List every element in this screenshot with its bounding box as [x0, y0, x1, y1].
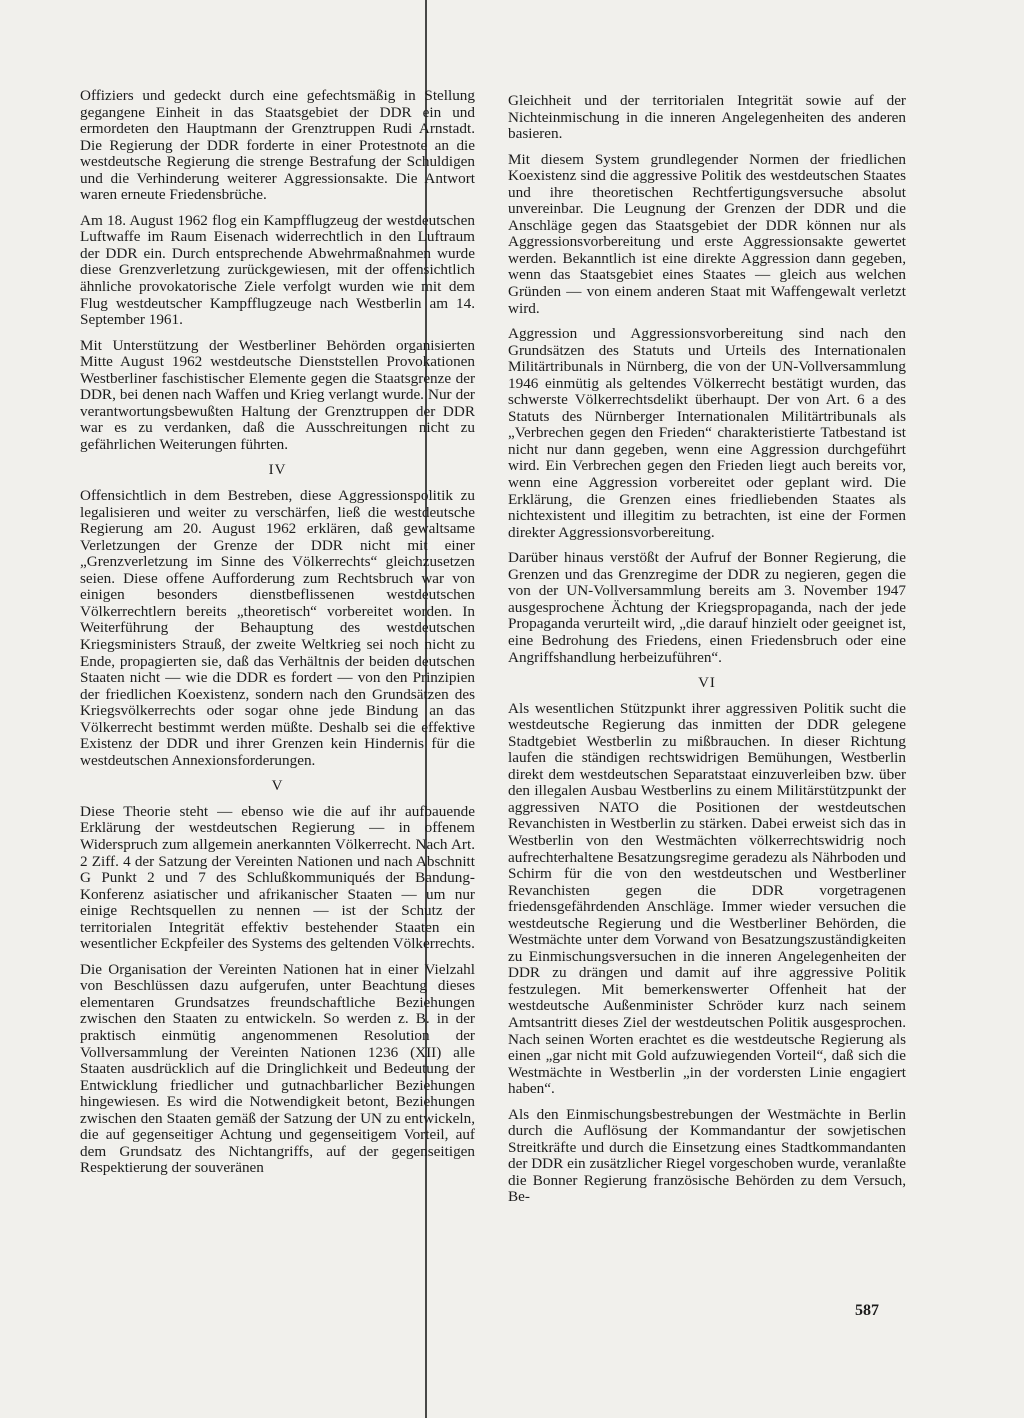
paragraph: Die Organisation der Vereinten Nationen hat in einer Vielzahl von Beschlüssen dazu aufgerufen, unter Beachtung dieses elementaren Grundsatzes freundschaftliche Beziehungen zwischen den Staaten zu entwickeln. So werden z. B. in der praktisch einmütig angenommenen Resolution der Vollversammlung der Vereinten Nationen 1236 (XII) alle Staaten ausdrücklich auf die Dringlichkeit und Bedeutung der Entwicklung friedlicher und gutnachbarlicher Beziehungen hingewiesen. Es wird die Notwendigkeit betont, Beziehungen zwischen den Staaten gemäß der Satzung der UN zu entwickeln, die auf gegenseitiger Achtung und gegenseitigem Vorteil, auf dem Grundsatz des Nichtangriffs, auf der gegenseitigen Respektierung der souveränen: [80, 960, 475, 1177]
paragraph: Mit Unterstützung der Westberliner Behörden organisierten Mitte August 1962 westdeutsche Dienststellen Provokationen Westberliner faschistischer Elemente gegen die Staatsgrenze der DDR, bei denen nach Waffen und Krieg verlangt wurde. Nur der verantwortungsbewußten Haltung der Grenztruppen der DDR war es zu verdanken, daß die Ausschreitungen nicht zu gefährlichen Weiterungen führten.: [80, 336, 475, 453]
section-heading-vi: VI: [698, 675, 716, 692]
paragraph: Als wesentlichen Stützpunkt ihrer aggressiven Politik sucht die westdeutsche Regierung das inmitten der DDR gelegene Stadtgebiet Westberlin zu mißbrauchen. In dieser Richtung laufen die ständigen rechtswidrigen Bemühungen, Westberlin direkt dem westdeutschen Separatstaat einzuverleiben bzw. über den illegalen Ausbau Westberlins zu einem Militärstützpunkt der aggressiven NATO die Positionen der westdeutschen Revanchisten in Westberlin zu stärken. Dabei erweist sich das in Westberlin von den Westmächten völkerrechtswidrig noch aufrechterhaltene Besatzungsregime geradezu als Nährboden und Schirm für die von den westdeutschen und Westberliner Revanchisten gegen die DDR vorgetragenen friedensgefährdenden Anschläge. Immer wieder versuchen die westdeutsche Regierung und die Westberliner Behörden, die Westmächte unter dem Vorwand von Besatzungszuständigkeiten zu Einmischungsversuchen in die inneren Angelegenheiten der DDR zu drängen und damit auf ihre aggressive Politik festzulegen. Mit bemerkenswerter Offenheit hat der westdeutsche Außenminister Schröder kurz nach seinem Amtsantritt dieses Ziel der westdeutschen Politik ausgesprochen. Nach seinen Worten erachtet es die westdeutsche Regierung als einen „gar nicht mit Gold aufzuwiegenden Vorteil“, daß sich die Westmächte in Westberlin „in der vordersten Linie engagiert haben“.: [508, 699, 906, 1098]
page-number: 587: [855, 1302, 879, 1319]
paragraph: Offiziers und gedeckt durch eine gefechtsmäßig in Stellung gegangene Einheit in das Staatsgebiet der DDR ein und ermordeten den Hauptmann der Grenztruppen Rudi Arnstadt. Die Regierung der DDR forderte in einer Protestnote an die westdeutsche Regierung die strenge Bestrafung der Schuldigen und die Verhinderung weiterer Aggressionsakte. Die Antwort waren erneute Friedensbrüche.: [80, 87, 475, 204]
paragraph: Mit diesem System grundlegender Normen der friedlichen Koexistenz sind die aggressive Politik des westdeutschen Staates und ihre theoretischen Rechtfertigungsversuche absolut unvereinbar. Die Leugnung der Grenzen der DDR und die Anschläge gegen das Staatsgebiet der DDR können nur als Aggressionsvorbereitung und erste Aggressionsakte gewertet werden. Bekanntlich ist eine direkte Aggression dann gegeben, wenn das Staatsgebiet eines Staates — gleich aus welchen Gründen — von einem anderen Staat mit Waffengewalt verletzt wird.: [508, 150, 906, 317]
paragraph: Aggression und Aggressionsvorbereitung sind nach den Grundsätzen des Statuts und Urteils des Internationalen Militärtribunals in Nürnberg, die von der UN-Vollversammlung 1946 einmütig als geltendes Völkerrecht bestätigt wurden, das schwerste Völkerrechtsdelikt überhaupt. Der von Art. 6 a des Statuts des Nürnberger Internationalen Militärtribunals als „Verbrechen gegen den Frieden“ charakteristierte Tatbestand ist nicht nur dann gegeben, wenn eine Aggression durchgeführt wird. Ein Verbrechen gegen den Frieden liegt auch bereits vor, wenn eine Aggression vorbereitet oder geplant wird. Die Erklärung, die Grenzen eines friedliebenden Staates als nichtexistent und illegitim zu betrachten, ist eine der Formen direkter Aggressionsvorbereitung.: [508, 325, 906, 541]
section-heading-iv: IV: [268, 462, 287, 479]
left-column: [80, 88, 475, 1186]
section-heading-v: V: [271, 778, 284, 795]
paragraph: Gleichheit und der territorialen Integrität sowie auf der Nichteinmischung in die inneren Angelegenheiten des anderen basieren.: [508, 92, 906, 143]
paragraph: Als den Einmischungsbestrebungen der Westmächte in Berlin durch die Auflösung der Kommandantur der sowjetischen Streitkräfte und durch die Einsetzung eines Stadtkommandanten der DDR ein zusätzlicher Riegel vorgeschoben wurde, veranlaßte die Bonner Regierung französische Behörden zu dem Versuch, Be-: [508, 1105, 906, 1206]
right-column: [508, 93, 906, 1215]
paragraph: Diese Theorie steht — ebenso wie die auf ihr aufbauende Erklärung der westdeutschen Regierung — in offenem Widerspruch zum allgemein anerkannten Völkerrecht. Nach Art. 2 Ziff. 4 der Satzung der Vereinten Nationen und nach Abschnitt G Punkt 2 und 7 des Schlußkommuniqués der Bandung-Konferenz asiatischer und afrikanischer Staaten — um nur einige Rechtsquellen zu nennen — ist der Schutz der territorialen Integrität effektiv bestehender Staaten ein wesentlicher Eckpfeiler des Systems des geltenden Völkerrechts.: [80, 802, 475, 953]
paragraph: Am 18. August 1962 flog ein Kampfflugzeug der westdeutschen Luftwaffe im Raum Eisenach widerrechtlich in den Luftraum der DDR ein. Durch entsprechende Abwehrmaßnahmen wurde diese Grenzverletzung zurückgewiesen, mit der offensichtlich ähnliche provokatorische Ziele verfolgt wurden wie mit dem Flug westdeutscher Kampfflugzeuge nach Westberlin am 14. September 1961.: [80, 211, 475, 329]
paragraph: Darüber hinaus verstößt der Aufruf der Bonner Regierung, die Grenzen und das Grenzregime der DDR zu negieren, gegen die von der UN-Vollversammlung bereits am 3. November 1947 ausgesprochene Ächtung der Kriegspropaganda, nach der jede Propaganda verurteilt wird, „die darauf hinzielt oder geeignet ist, eine Bedrohung des Friedens, einen Friedensbruch oder eine Angriffshandlung herbeizuführen“.: [508, 549, 906, 666]
paragraph: Offensichtlich in dem Bestreben, diese Aggressionspolitik zu legalisieren und weiter zu verschärfen, ließ die westdeutsche Regierung am 20. August 1962 erklären, daß gewaltsame Verletzungen der Grenze der DDR nicht mit einer „Grenzverletzung im Sinne des Völkerrechts“ gleichzusetzen seien. Diese offene Aufforderung zum Rechtsbruch war von einigen besonders dienstbeflissenen westdeutschen Völkerrechtlern bereits „theoretisch“ vorbereitet worden. In Weiterführung der Behauptung des westdeutschen Kriegsministers Strauß, der zweite Weltkrieg sei noch nicht zu Ende, propagierten sie, daß das Verhältnis der beiden deutschen Staaten nicht — wie die DDR es fordert — von den Prinzipien der friedlichen Koexistenz, sondern nach den Grundsätzen des Kriegsvölkerrechts oder sogar ohne jede Bindung an das Völkerrecht bestimmt werden müßte. Deshalb sei die effektive Existenz der DDR und ihrer Grenzen kein Hindernis für die westdeutschen Annexionsforderungen.: [80, 487, 475, 769]
